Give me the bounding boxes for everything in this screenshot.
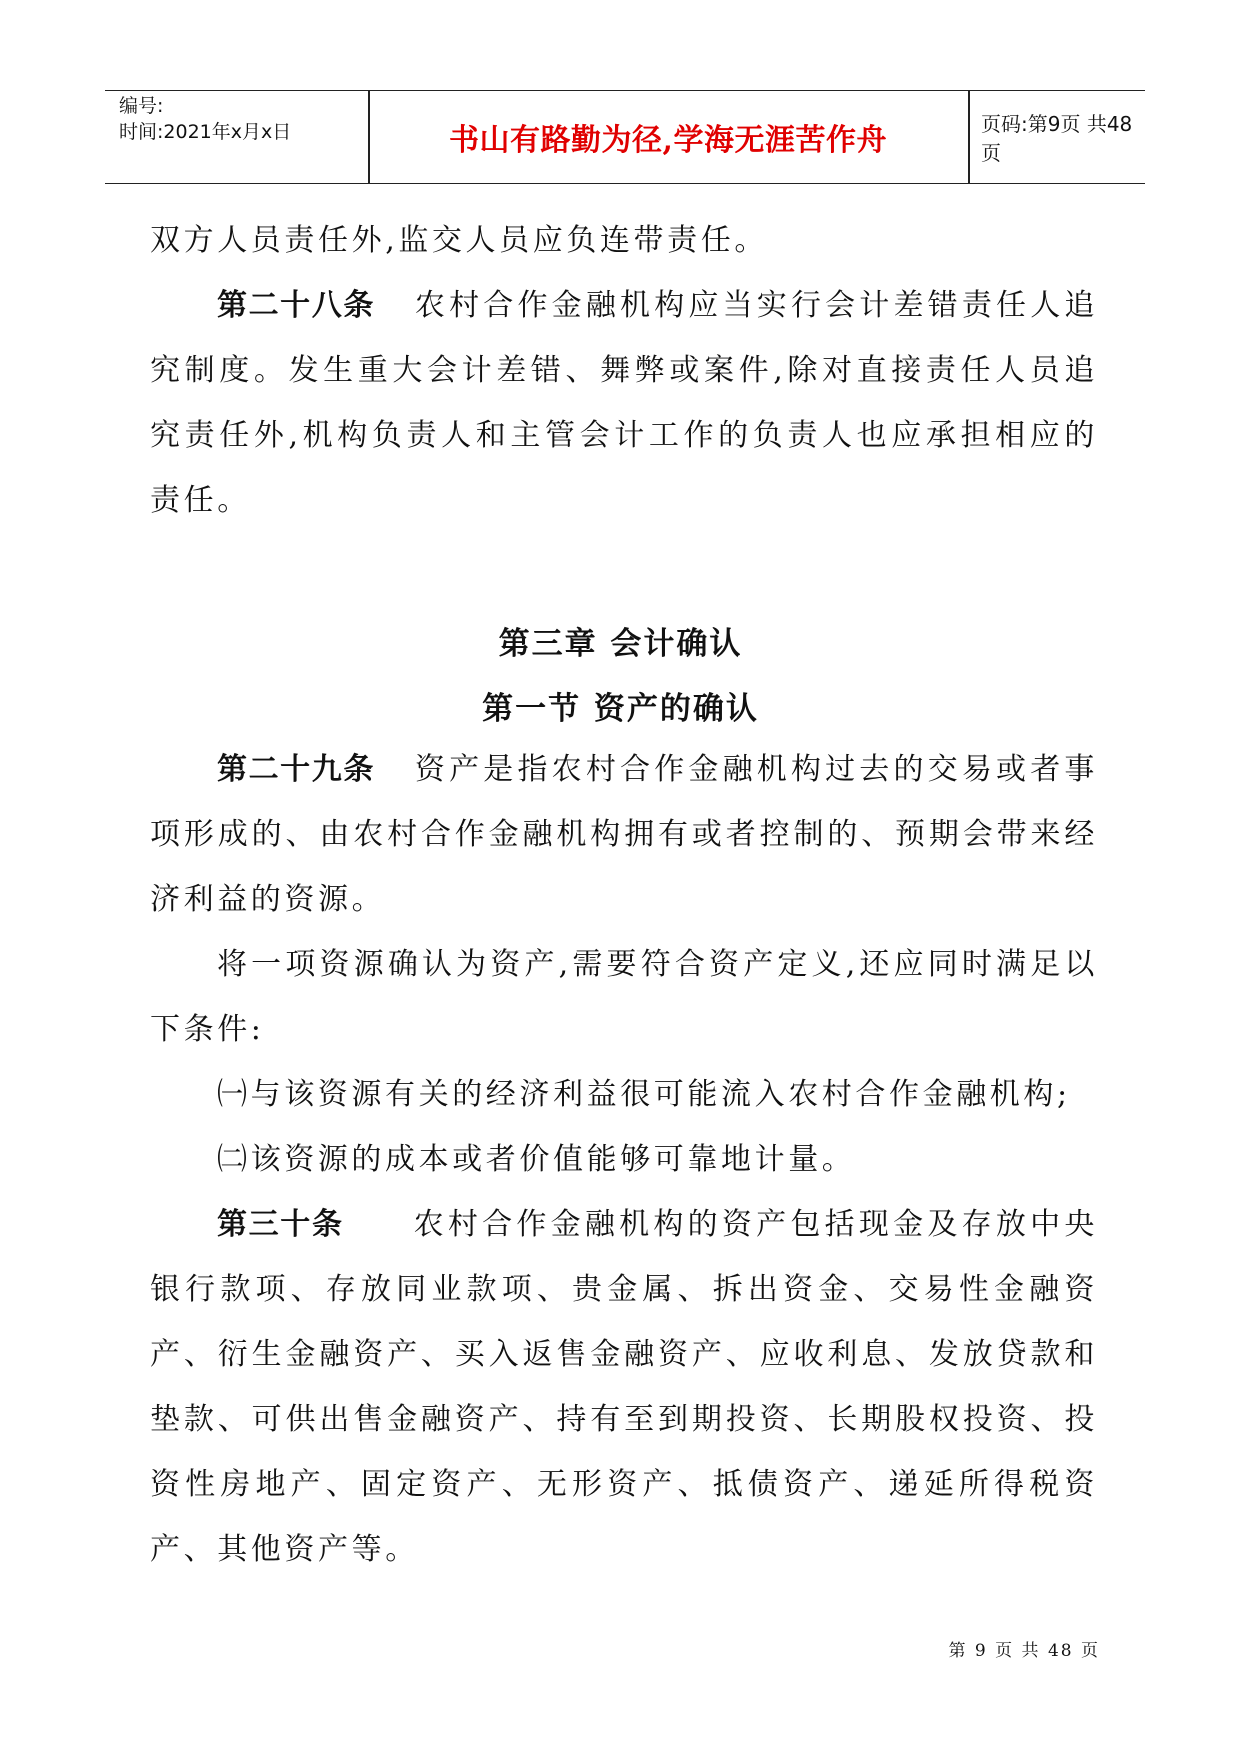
article-text: 农村合作金融机构应当实行会计差错责任人追究制度。发生重大会计差错、舞弊或案件,除对直接责任人员追究责任外,机构负责人和主管会计工作的负责人也应承担相应的责任。 [150,288,1099,518]
page-header [105,90,1145,184]
header-motto: 书山有路勤为径,学海无涯苦作舟 [449,123,887,158]
paragraph-continuation: 双方人员责任外,监交人员应负连带责任。 [150,223,768,258]
condition-1: ㈠与该资源有关的经济利益很可能流入农村合作金融机构; [217,1077,1071,1112]
article-label: 第三十条 [217,1207,344,1242]
body-block-bottom [150,737,1098,1582]
article-29 [150,737,1098,932]
article-text: 资产是指农村合作金融机构过去的交易或者事项形成的、由农村合作金融机构拥有或者控制的、预期会带来经济利益的资源。 [150,752,1099,917]
article-28 [150,273,1098,533]
condition-2: ㈡该资源的成本或者价值能够可靠地计量。 [217,1142,856,1177]
time-label: 时间:2021年x月x日 [119,121,292,143]
body-block-top [150,208,1098,533]
header-divider-right [968,91,970,183]
header-page-info: 页码:第9页 共48页 [981,112,1133,165]
page-footer: 第 9 页 共 48 页 [948,1641,1100,1661]
article-label: 第二十八条 [217,288,375,323]
article-text: 农村合作金融机构的资产包括现金及存放中央银行款项、存放同业款项、贵金属、拆出资金、交易性金融资产、衍生金融资产、买入返售金融资产、应收利息、发放贷款和垫款、可供出售金融资产、持有至到期投资、长期股权投资、投资性房地产、固定资产、无形资产、抵债资产、递延所得税资产、其他资产等。 [150,1207,1098,1567]
section-title: 第一节 资产的确认 [482,691,759,727]
article-30 [150,1192,1098,1582]
number-label: 编号: [119,95,164,117]
paragraph-conditions: 将一项资源确认为资产,需要符合资产定义,还应同时满足以下条件: [150,947,1098,1047]
chapter-title: 第三章 会计确认 [498,626,743,662]
article-label: 第二十九条 [217,752,375,787]
